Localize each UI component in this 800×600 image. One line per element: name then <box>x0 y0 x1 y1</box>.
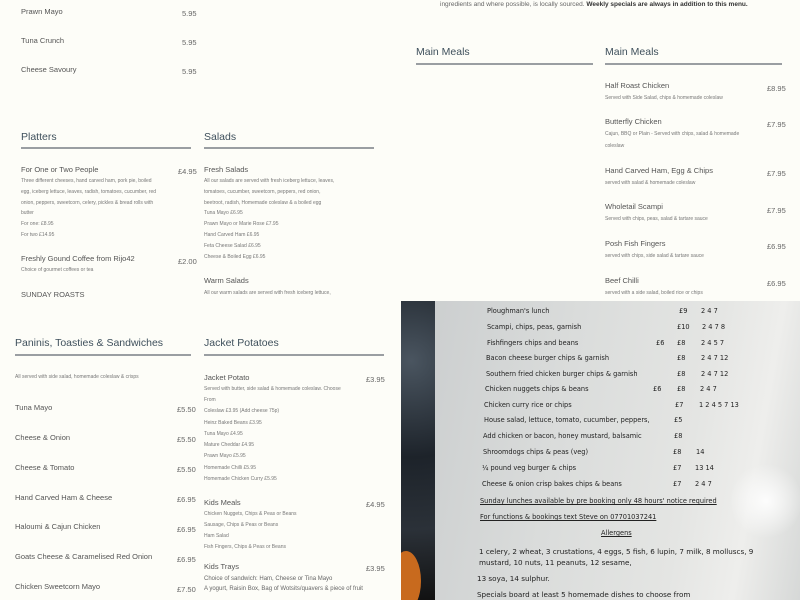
item-name: Half Roast Chicken <box>605 81 670 90</box>
item-desc: Prawn Mayo £5.95 <box>204 453 246 459</box>
item-desc: Sausage, Chips & Peas or Beans <box>204 522 279 528</box>
item-desc: Prawn Mayo or Marie Rose £7.95 <box>204 221 279 227</box>
intro-text <box>440 1 748 8</box>
item-name: Wholetail Scampi <box>605 202 663 211</box>
item-desc: Served with Side Salad, chips & homemade coleslaw <box>605 95 723 101</box>
item-price: £2.00 <box>178 257 197 266</box>
item-price: 5.95 <box>182 38 197 47</box>
item-name: Chicken Sweetcorn Mayo <box>15 582 101 591</box>
item-name: Cheese & Onion <box>15 433 71 442</box>
item-price: £8 <box>677 354 686 362</box>
item-name: Freshly Gound Coffee from Rijo42 <box>21 254 135 263</box>
item-name: Kids Meals <box>204 498 241 507</box>
sunday-roasts-heading: SUNDAY ROASTS <box>21 290 85 299</box>
item-price: £7 <box>675 401 684 409</box>
item-desc: Homemade Chilli £5.95 <box>204 465 256 471</box>
item-name: Posh Fish Fingers <box>605 239 666 248</box>
item-name: Shroomdogs chips & peas (veg) <box>483 448 589 456</box>
menu-panel-top-right <box>400 0 800 300</box>
item-name: Bacon cheese burger chips & garnish <box>486 354 610 362</box>
divider <box>416 63 593 65</box>
item-desc: Feta Cheese Salad £6.95 <box>204 243 261 249</box>
divider <box>15 354 191 356</box>
item-allergens: 14 <box>696 448 705 456</box>
item-price: £7 <box>673 480 682 488</box>
item-desc: onion, peppers, sweetcorn, celery, pickles & bread rolls with <box>21 200 154 206</box>
item-name: Fresh Salads <box>204 165 249 174</box>
item-desc: served with salad & homemade coleslaw <box>605 180 696 186</box>
item-name: Kids Trays <box>204 562 240 571</box>
item-name: House salad, lettuce, tomato, cucumber, peppers, <box>484 416 650 424</box>
item-desc: Mature Cheddar £4.95 <box>204 442 255 448</box>
item-name: ¼ pound veg burger & chips <box>482 464 577 472</box>
item-price: £9 <box>679 307 688 315</box>
item-price: £4.95 <box>178 167 197 176</box>
item-name: Scampi, chips, peas, garnish <box>487 323 582 331</box>
menu-panel-bottom-left <box>0 300 401 600</box>
item-desc: Coleslaw £3.95 (Add cheese 75p) <box>204 408 280 414</box>
item-price: £6.95 <box>767 242 786 251</box>
item-name: Prawn Mayo <box>21 7 63 16</box>
item-price: £5.50 <box>177 405 196 414</box>
item-price: £5.50 <box>177 465 196 474</box>
item-price: £8 <box>677 370 686 378</box>
item-desc: Served with chips, peas, salad & tartare sauce <box>605 216 708 222</box>
item-name: Chicken curry rice or chips <box>484 401 572 409</box>
item-price: £7.50 <box>177 585 196 594</box>
item-name: Ploughman's lunch <box>487 307 550 315</box>
intro-plain: ingredients and where possible, is locally sourced. <box>440 1 585 8</box>
section-title-paninis: Paninis, Toasties & Sandwiches <box>15 337 164 349</box>
item-desc: For two £14.95 <box>21 232 55 238</box>
item-price: £6.95 <box>177 495 196 504</box>
item-desc: All our salads are served with fresh iceberg lettuce, leaves, <box>204 178 335 184</box>
section-title-main-meals: Main Meals <box>605 46 659 58</box>
item-price: £10 <box>677 323 690 331</box>
item-price: £7.95 <box>767 120 786 129</box>
glare <box>731 461 800 541</box>
item-allergens: 2 4 7 12 <box>701 370 729 378</box>
item-desc: Heinz Baked Beans £3.95 <box>204 420 262 426</box>
item-price: 5.95 <box>182 67 197 76</box>
item-name: Fishfingers chips and beans <box>487 339 579 347</box>
item-desc: For one: £8.95 <box>21 221 54 227</box>
item-desc: Tuna Mayo £4.95 <box>204 431 243 437</box>
item-allergens: 2 4 7 <box>701 307 718 315</box>
item-desc: Cajun, BBQ or Plain - Served with chips, salad & homemade <box>605 131 740 137</box>
item-allergens: 2 4 7 8 <box>702 323 726 331</box>
item-allergens: 2 4 5 7 <box>701 339 725 347</box>
item-name: Southern fried chicken burger chips & garnish <box>486 370 638 378</box>
item-price: £8 <box>673 448 682 456</box>
item-desc: butter <box>21 210 34 216</box>
divider <box>204 147 374 149</box>
sunday-lunch-note: Sunday lunches available by pre booking only 48 hours' notice required <box>480 497 717 505</box>
divider <box>605 63 782 65</box>
item-name: Tuna Crunch <box>21 36 65 45</box>
item-price: £8 <box>677 339 686 347</box>
divider <box>204 354 384 356</box>
item-price: £6.95 <box>177 555 196 564</box>
item-name: For One or Two People <box>21 165 99 174</box>
item-desc: All our warm salads are served with fresh iceberg lettuce, <box>204 290 331 296</box>
allergens-line: mustard, 10 nuts, 11 peanuts, 12 sesame, <box>479 558 632 567</box>
specials-note: Specials board at least 5 homemade dishes to choose from <box>477 590 691 599</box>
item-price: £7 <box>673 464 682 472</box>
item-desc: Cheese & Boiled Egg £6.95 <box>204 254 266 260</box>
item-desc: Tuna Mayo £6.95 <box>204 210 243 216</box>
item-name: Cheese & Tomato <box>15 463 75 472</box>
item-price: £7.95 <box>767 206 786 215</box>
section-title-platters: Platters <box>21 131 57 143</box>
menu-photo <box>401 301 800 600</box>
item-price: £8 <box>674 432 683 440</box>
intro-bold: Weekly specials are always in addition to this menu. <box>586 1 748 8</box>
item-desc: A yogurt, Raisin Box, Bag of Wotsits/quavers & piece of fruit <box>204 586 363 592</box>
functions-note: For functions & bookings text Steve on 07701037241 <box>480 513 657 521</box>
item-price: £8.95 <box>767 84 786 93</box>
item-allergens: 1 2 4 5 7 13 <box>699 401 739 409</box>
item-price: £6.95 <box>767 279 786 288</box>
item-desc: From <box>204 397 216 403</box>
item-desc: tomatoes, cucumber, sweetcorn, peppers, red onion, <box>204 189 321 195</box>
item-allergens: 2 4 7 <box>700 385 717 393</box>
item-price: £7.95 <box>767 169 786 178</box>
item-desc: Choice of sandwich: Ham, Cheese or Tina Mayo <box>204 576 333 582</box>
section-title-main-meals: Main Meals <box>416 46 470 58</box>
item-desc: Fish Fingers, Chips & Peas or Beans <box>204 544 286 550</box>
item-kids-price: £6 <box>653 385 662 393</box>
item-price: 5.95 <box>182 9 197 18</box>
item-price: £4.95 <box>366 500 385 509</box>
item-desc: Three different cheeses, hand carved ham, pork pie, boiled <box>21 178 152 184</box>
item-desc: Chicken Nuggets, Chips & Peas or Beans <box>204 511 297 517</box>
item-price: £5 <box>674 416 683 424</box>
item-price: £5.50 <box>177 435 196 444</box>
item-desc: Hand Carved Ham £6.95 <box>204 232 260 238</box>
item-allergens: 2 4 7 <box>695 480 712 488</box>
item-desc: Choice of gourmet coffees or tea <box>21 267 94 273</box>
item-name: Goats Cheese & Caramelised Red Onion <box>15 552 153 561</box>
item-desc: Served with butter, side salad & homemade coleslaw. Choose <box>204 386 341 392</box>
item-name: Warm Salads <box>204 276 249 285</box>
item-price: £8 <box>677 385 686 393</box>
section-title-salads: Salads <box>204 131 237 143</box>
item-name: Add chicken or bacon, honey mustard, balsamic <box>483 432 642 440</box>
menu-panel-top-left <box>0 0 400 300</box>
item-name: Chicken nuggets chips & beans <box>485 385 589 393</box>
item-name: Butterfly Chicken <box>605 117 662 126</box>
item-desc: egg, iceberg lettuce, leaves, radish, tomatoes, cucumber, red <box>21 189 157 195</box>
item-desc: beetroot, radish, Homemade coleslaw & a boiled egg <box>204 200 322 206</box>
item-name: Cheese & onion crisp bakes chips & beans <box>482 480 622 488</box>
allergens-title: Allergens <box>601 529 632 537</box>
allergens-line: 13 soya, 14 sulphur. <box>477 574 550 583</box>
item-kids-price: £6 <box>656 339 665 347</box>
item-name: Tuna Mayo <box>15 403 53 412</box>
item-allergens: 13 14 <box>695 464 714 472</box>
item-name: Hand Carved Ham, Egg & Chips <box>605 166 713 175</box>
item-desc: served with a side salad, boiled rice or chips <box>605 290 703 296</box>
item-price: £6.95 <box>177 525 196 534</box>
item-desc: Ham Salad <box>204 533 229 539</box>
item-name: Haloumi & Cajun Chicken <box>15 522 101 531</box>
item-name: Jacket Potato <box>204 373 250 382</box>
section-title-jacket-potatoes: Jacket Potatoes <box>204 337 279 349</box>
item-desc: Homemade Chicken Curry £5.95 <box>204 476 277 482</box>
allergens-line: 1 celery, 2 wheat, 3 crustations, 4 eggs, 5 fish, 6 lupin, 7 milk, 8 molluscs, 9 <box>479 547 754 556</box>
item-price: £3.95 <box>366 564 385 573</box>
item-name: Cheese Savoury <box>21 65 77 74</box>
item-name: Beef Chilli <box>605 276 639 285</box>
item-allergens: 2 4 7 12 <box>701 354 729 362</box>
section-note: All served with side salad, homemade coleslaw & crisps <box>15 374 139 380</box>
item-desc: served with chips, side salad & tartare sauce <box>605 253 704 259</box>
item-desc: coleslaw <box>605 143 625 149</box>
divider <box>21 147 191 149</box>
item-price: £3.95 <box>366 375 385 384</box>
item-name: Hand Carved Ham & Cheese <box>15 493 113 502</box>
